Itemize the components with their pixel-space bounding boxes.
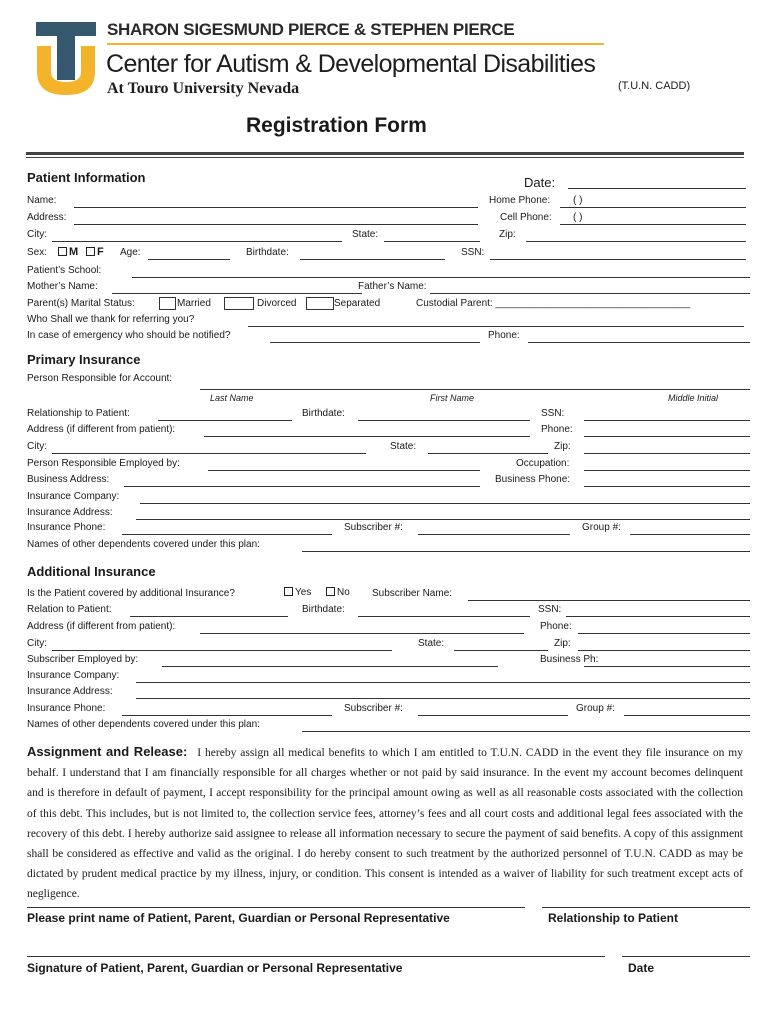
checkbox-icon <box>86 247 95 256</box>
add-dependents-label: Names of other dependents covered under this plan: <box>27 719 260 730</box>
business-address-label: Business Address: <box>27 474 110 485</box>
married-label: Married <box>177 298 211 309</box>
checkbox-icon <box>58 247 67 256</box>
section-additional-insurance: Additional Insurance <box>27 564 156 579</box>
header-line2: Center for Autism & Developmental Disabilities <box>106 50 596 78</box>
school-label: Patient’s School: <box>27 265 102 276</box>
add-ins-address-label: Insurance Address: <box>27 686 113 697</box>
print-name-label: Please print name of Patient, Parent, Guardian or Personal Representative <box>27 911 450 925</box>
relationship-sign-field[interactable] <box>542 907 750 908</box>
primary-ssn-label: SSN: <box>541 408 565 419</box>
header-line3: At Touro University Nevada <box>107 80 300 97</box>
subscriber-label: Subscriber #: <box>344 522 403 533</box>
address-field[interactable] <box>74 224 478 225</box>
add-ins-phone-field[interactable] <box>122 715 332 716</box>
add-ssn-field[interactable] <box>566 616 750 617</box>
business-phone-label: Business Phone: <box>495 474 571 485</box>
employed-label: Person Responsible Employed by: <box>27 458 180 469</box>
sex-label: Sex: <box>27 247 48 258</box>
add-city-field[interactable] <box>52 650 392 651</box>
age-label: Age: <box>120 247 141 258</box>
divorced-checkbox[interactable] <box>224 297 254 310</box>
sex-f-label: F <box>97 246 104 258</box>
relation-label: Relation to Patient: <box>27 604 112 615</box>
sex-m-option[interactable] <box>58 246 78 258</box>
add-address-label: Address (if different from patient): <box>27 621 176 632</box>
primary-zip-field[interactable] <box>584 453 750 454</box>
zip-field[interactable] <box>526 241 746 242</box>
date-sign-label: Date <box>628 961 655 975</box>
emergency-label: In case of emergency who should be notified? <box>27 330 231 341</box>
header-abbr: (T.U.N. CADD) <box>618 80 691 92</box>
home-phone-area: ( ) <box>573 195 583 206</box>
add-company-label: Insurance Company: <box>27 670 120 681</box>
add-zip-field[interactable] <box>578 650 750 651</box>
business-ph-field[interactable] <box>584 666 750 667</box>
add-zip-label: Zip: <box>554 638 571 649</box>
ins-address-field[interactable] <box>136 519 750 520</box>
covered-no-option[interactable] <box>326 587 350 598</box>
ins-phone-field[interactable] <box>122 534 332 535</box>
signature-label: Signature of Patient, Parent, Guardian or Personal Representative <box>27 961 403 975</box>
last-name-caption: Last Name <box>210 393 254 403</box>
ssn-field[interactable] <box>490 259 746 260</box>
address-label: Address: <box>27 212 67 223</box>
business-phone-field[interactable] <box>584 486 750 487</box>
first-name-caption: First Name <box>430 393 475 403</box>
sex-m-label: M <box>69 246 79 258</box>
relationship-field[interactable] <box>158 420 292 421</box>
father-label: Father’s Name: <box>358 281 427 292</box>
yes-label: Yes <box>295 587 312 598</box>
checkbox-icon <box>326 587 335 596</box>
employed-field[interactable] <box>208 470 480 471</box>
relationship-sign-label: Relationship to Patient <box>548 911 679 925</box>
primary-address-label: Address (if different from patient): <box>27 424 176 435</box>
emergency-phone-label: Phone: <box>488 330 520 341</box>
covered-yes-option[interactable] <box>284 587 311 598</box>
add-address-field[interactable] <box>200 633 524 634</box>
add-dependents-field[interactable] <box>302 731 750 732</box>
group-field[interactable] <box>630 534 750 535</box>
cell-phone-field[interactable] <box>560 224 746 225</box>
add-birthdate-label: Birthdate: <box>302 604 345 615</box>
logo <box>34 20 98 98</box>
primary-state-field[interactable] <box>428 453 548 454</box>
add-phone-label: Phone: <box>540 621 572 632</box>
signature-field[interactable] <box>27 956 605 957</box>
assignment-paragraph <box>27 742 743 905</box>
home-phone-field[interactable] <box>560 207 746 208</box>
primary-phone-field[interactable] <box>584 436 750 437</box>
ssn-label: SSN: <box>461 247 485 258</box>
occupation-label: Occupation: <box>516 458 570 469</box>
separated-checkbox[interactable] <box>306 297 334 310</box>
section-primary-insurance: Primary Insurance <box>27 352 141 367</box>
school-field[interactable] <box>132 277 750 278</box>
relation-field[interactable] <box>130 616 288 617</box>
city-label: City: <box>27 229 47 240</box>
ins-phone-label: Insurance Phone: <box>27 522 106 533</box>
header-line1: SHARON SIGESMUND PIERCE & STEPHEN PIERCE <box>107 20 515 39</box>
sub-name-field[interactable] <box>468 600 750 601</box>
add-city-label: City: <box>27 638 47 649</box>
add-phone-field[interactable] <box>578 633 750 634</box>
date-sign-field[interactable] <box>622 956 750 957</box>
zip-label: Zip: <box>499 229 516 240</box>
cell-phone-label: Cell Phone: <box>500 212 552 223</box>
ins-address-label: Insurance Address: <box>27 507 113 518</box>
state-label: State: <box>352 229 379 240</box>
married-checkbox[interactable] <box>159 297 176 310</box>
date-field[interactable] <box>568 188 746 189</box>
add-state-field[interactable] <box>454 650 548 651</box>
assignment-heading: Assignment and Release: <box>27 744 188 759</box>
no-label: No <box>337 587 350 598</box>
state-field[interactable] <box>384 241 480 242</box>
business-ph-label: Business Ph: <box>540 654 599 665</box>
primary-address-field[interactable] <box>204 436 530 437</box>
sub-name-label: Subscriber Name: <box>372 588 453 599</box>
date-label: Date: <box>524 175 556 190</box>
sub-employed-field[interactable] <box>162 666 498 667</box>
dependents-field[interactable] <box>302 551 750 552</box>
add-state-label: State: <box>418 638 445 649</box>
title-rule-thick <box>26 152 744 155</box>
referral-field[interactable] <box>248 326 744 327</box>
primary-zip-label: Zip: <box>554 441 571 452</box>
print-name-field[interactable] <box>27 907 525 908</box>
sub-employed-label: Subscriber Employed by: <box>27 654 139 665</box>
dependents-label: Names of other dependents covered under this plan: <box>27 539 260 550</box>
mother-field[interactable] <box>112 293 362 294</box>
add-group-label: Group #: <box>576 703 615 714</box>
group-label: Group #: <box>582 522 621 533</box>
ins-company-field[interactable] <box>140 503 750 504</box>
subscriber-field[interactable] <box>418 534 570 535</box>
separated-label: Separated <box>334 298 381 309</box>
primary-state-label: State: <box>390 441 417 452</box>
add-subscriber-label: Subscriber #: <box>344 703 403 714</box>
name-field[interactable] <box>74 207 478 208</box>
add-birthdate-field[interactable] <box>358 616 530 617</box>
assignment-text: I hereby assign all medical benefits to which I am entitled to T.U.N. CADD in the event they file insurance on my behalf. I understand that I am financially responsible for all charges whether or not paid by said insurance. In the event my account becomes delinquent and is therefore in default of payment, I accept responsibility for the principal amount owing as well as all reasonable costs associated with the collection of this debt. This includes, but is not limited to, the collection service fees, attorney’s fees and all court costs and additional legal fees associated with the recovery of this debt. I hereby authorize said assignee to release all information necessary to secure the payment of said benefits. A copy of this assignment shall be considered as effective and valid as the original. I do hereby consent to such treatment by the authorized personnel of T.U.N. CADD as may be dictated by prudent medical practice by my illness, injury, or condition. This consent is intended as a waiver of liability for such treatment except acts of negligence. <box>27 747 744 901</box>
cell-phone-area: ( ) <box>573 212 583 223</box>
primary-birthdate-field[interactable] <box>358 420 530 421</box>
primary-city-field[interactable] <box>52 453 366 454</box>
responsible-field[interactable] <box>200 389 750 390</box>
birthdate-label: Birthdate: <box>246 247 289 258</box>
birthdate-field[interactable] <box>300 259 445 260</box>
primary-city-label: City: <box>27 441 47 452</box>
custodial-label: Custodial Parent: ___________________________________ <box>416 298 691 309</box>
responsible-label: Person Responsible for Account: <box>27 373 173 384</box>
relationship-label: Relationship to Patient: <box>27 408 130 419</box>
ins-company-label: Insurance Company: <box>27 491 120 502</box>
divorced-label: Divorced <box>257 298 297 309</box>
mother-label: Mother’s Name: <box>27 281 98 292</box>
add-ins-address-field[interactable] <box>136 698 750 699</box>
marital-label: Parent(s) Marital Status: <box>27 298 135 309</box>
father-field[interactable] <box>430 293 750 294</box>
primary-ssn-field[interactable] <box>584 420 750 421</box>
emergency-field[interactable] <box>270 342 480 343</box>
home-phone-label: Home Phone: <box>489 195 551 206</box>
referral-label: Who Shall we thank for referring you? <box>27 314 195 325</box>
add-ins-phone-label: Insurance Phone: <box>27 703 106 714</box>
logo-mark <box>34 20 98 98</box>
add-company-field[interactable] <box>136 682 750 683</box>
page-title: Registration Form <box>246 114 427 137</box>
primary-phone-label: Phone: <box>541 424 573 435</box>
city-field[interactable] <box>52 241 342 242</box>
primary-birthdate-label: Birthdate: <box>302 408 345 419</box>
middle-initial-caption: Middle Initial <box>668 393 719 403</box>
occupation-field[interactable] <box>584 470 750 471</box>
emergency-phone-field[interactable] <box>528 342 750 343</box>
checkbox-icon <box>284 587 293 596</box>
covered-label: Is the Patient covered by additional Insurance? <box>27 588 235 599</box>
add-ssn-label: SSN: <box>538 604 562 615</box>
header-rule <box>107 43 604 45</box>
section-patient: Patient Information <box>27 170 146 185</box>
age-field[interactable] <box>148 259 230 260</box>
name-label: Name: <box>27 195 57 206</box>
sex-f-option[interactable] <box>86 246 104 258</box>
title-rule-thin <box>26 157 744 158</box>
add-group-field[interactable] <box>624 715 750 716</box>
add-subscriber-field[interactable] <box>418 715 568 716</box>
business-address-field[interactable] <box>124 486 480 487</box>
